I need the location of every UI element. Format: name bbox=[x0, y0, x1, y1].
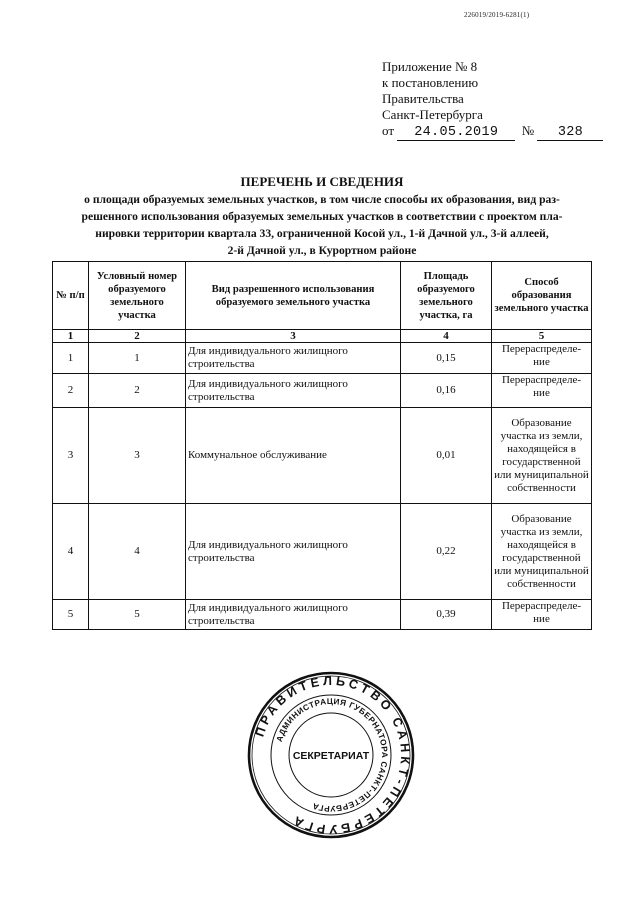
number-prefix: № bbox=[521, 123, 535, 138]
header-row-number: № п/п bbox=[53, 262, 89, 330]
column-number: 3 bbox=[186, 330, 401, 343]
header-area: Площадь образуемого земельного участка, га bbox=[401, 262, 492, 330]
cell-formation-method: Перераспределе-ние bbox=[492, 374, 592, 408]
appendix-date-line bbox=[382, 123, 612, 141]
cell-plot-code: 2 bbox=[89, 374, 186, 408]
cell-permitted-use: Коммунальное обслуживание bbox=[186, 408, 401, 504]
cell-permitted-use: Для индивидуального жилищного строительства bbox=[186, 504, 401, 600]
cell-plot-code: 1 bbox=[89, 343, 186, 374]
table-row bbox=[53, 374, 592, 408]
cell-permitted-use: Для индивидуального жилищного строительства bbox=[186, 343, 401, 374]
appendix-line: к постановлению bbox=[382, 75, 479, 90]
cell-area: 0,39 bbox=[401, 600, 492, 630]
document-id: 226019/2019-6281(1) bbox=[464, 11, 530, 19]
official-seal bbox=[246, 670, 416, 840]
cell-area: 0,01 bbox=[401, 408, 492, 504]
table-row bbox=[53, 600, 592, 630]
date-prefix: от bbox=[382, 123, 395, 138]
cell-formation-method: Образование участка из земли, находящейся в государственной или муниципальной собственности bbox=[492, 504, 592, 600]
seal-center-text: СЕКРЕТАРИАТ bbox=[292, 750, 370, 762]
cell-row-number: 4 bbox=[53, 504, 89, 600]
cell-plot-code: 5 bbox=[89, 600, 186, 630]
seal-outer-text-path: ПРАВИТЕЛЬСТВО САНКТ-ПЕТЕРБУРГА bbox=[252, 673, 413, 837]
cell-formation-method: Перераспределе-ние bbox=[492, 343, 592, 374]
table-row bbox=[53, 504, 592, 600]
cell-permitted-use: Для индивидуального жилищного строительства bbox=[186, 600, 401, 630]
appendix-line: Санкт-Петербурга bbox=[382, 107, 483, 122]
column-numbers-row bbox=[53, 330, 592, 343]
cell-plot-code: 3 bbox=[89, 408, 186, 504]
cell-row-number: 2 bbox=[53, 374, 89, 408]
cell-row-number: 5 bbox=[53, 600, 89, 630]
appendix-block bbox=[382, 59, 612, 141]
cell-plot-code: 4 bbox=[89, 504, 186, 600]
table-row bbox=[53, 408, 592, 504]
subtitle-line: 2-й Дачной ул., в Курортном районе bbox=[227, 244, 417, 257]
header-permitted-use: Вид разрешенного использования образуемого земельного участка bbox=[186, 262, 401, 330]
cell-row-number: 3 bbox=[53, 408, 89, 504]
table-header-row bbox=[53, 262, 592, 330]
decree-number: 328 bbox=[537, 126, 603, 141]
land-plots-table bbox=[52, 261, 592, 630]
cell-formation-method: Образование участка из земли, находящейся в государственной или муниципальной собственности bbox=[492, 408, 592, 504]
cell-permitted-use: Для индивидуального жилищного строительства bbox=[186, 374, 401, 408]
header-formation-method: Способ образования земельного участка bbox=[492, 262, 592, 330]
subtitle-line: решенного использования образуемых земельных участков в соответствии с проектом пла- bbox=[81, 210, 563, 223]
subtitle-line: нировки территории квартала 33, ограниченной Косой ул., 1-й Дачной ул., 3-й аллеей, bbox=[95, 227, 549, 240]
column-number: 4 bbox=[401, 330, 492, 343]
cell-area: 0,15 bbox=[401, 343, 492, 374]
cell-area: 0,16 bbox=[401, 374, 492, 408]
column-number: 1 bbox=[53, 330, 89, 343]
document-title: ПЕРЕЧЕНЬ И СВЕДЕНИЯ bbox=[240, 174, 404, 189]
subtitle-line: о площади образуемых земельных участков, в том числе способы их образования, вид раз- bbox=[84, 193, 560, 206]
document-subtitle bbox=[46, 191, 598, 259]
cell-formation-method: Перераспределе-ние bbox=[492, 600, 592, 630]
header-plot-code: Условный номер образуемого земельного участка bbox=[89, 262, 186, 330]
column-number: 5 bbox=[492, 330, 592, 343]
appendix-line: Приложение № 8 bbox=[382, 59, 478, 74]
appendix-line: Правительства bbox=[382, 91, 464, 106]
table-row bbox=[53, 343, 592, 374]
cell-row-number: 1 bbox=[53, 343, 89, 374]
cell-area: 0,22 bbox=[401, 504, 492, 600]
decree-date: 24.05.2019 bbox=[397, 126, 515, 141]
seal-inner-text-path: АДМИНИСТРАЦИЯ ГУБЕРНАТОРА САНКТ-ПЕТЕРБУРГА bbox=[274, 696, 390, 814]
column-number: 2 bbox=[89, 330, 186, 343]
